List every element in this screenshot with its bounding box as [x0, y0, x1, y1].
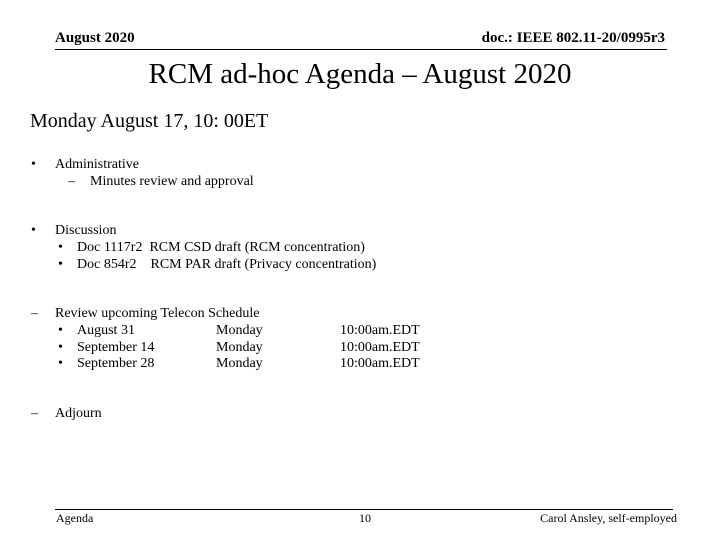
telecon-time: 10:00am.EDT — [340, 356, 420, 371]
slide-title: RCM ad-hoc Agenda – August 2020 — [148, 58, 572, 90]
telecon-date: September 14 — [77, 340, 155, 355]
telecon-date: August 31 — [77, 323, 135, 338]
dash-marker: – — [68, 174, 75, 189]
telecon-time: 10:00am.EDT — [340, 340, 420, 355]
bullet-marker: • — [58, 340, 63, 355]
bullet-marker: • — [58, 356, 63, 371]
footer-author: Carol Ansley, self-employed — [540, 511, 677, 525]
dash-marker: – — [31, 306, 38, 321]
bullet-marker: • — [58, 240, 63, 255]
doc-1117-item: Doc 1117r2 RCM CSD draft (RCM concentration) — [77, 240, 365, 255]
bullet-marker: • — [31, 157, 36, 172]
administrative-label: Administrative — [55, 157, 139, 172]
telecon-day: Monday — [216, 340, 263, 355]
telecon-time: 10:00am.EDT — [340, 323, 420, 338]
bullet-marker: • — [31, 223, 36, 238]
discussion-label: Discussion — [55, 223, 117, 238]
adjourn-label: Adjourn — [55, 406, 102, 421]
dash-marker: – — [31, 406, 38, 421]
telecon-day: Monday — [216, 356, 263, 371]
footer-page-number: 10 — [359, 511, 371, 525]
footer-rule — [55, 509, 673, 510]
doc-854-item: Doc 854r2 RCM PAR draft (Privacy concentration) — [77, 257, 377, 272]
telecon-day: Monday — [216, 323, 263, 338]
bullet-marker: • — [58, 323, 63, 338]
bullet-marker: • — [58, 257, 63, 272]
telecon-date: September 28 — [77, 356, 155, 371]
footer-left-label: Agenda — [56, 511, 94, 525]
header-date: August 2020 — [55, 30, 135, 46]
minutes-review-item: Minutes review and approval — [90, 174, 254, 189]
slide-subtitle: Monday August 17, 10: 00ET — [30, 110, 269, 132]
telecon-label: Review upcoming Telecon Schedule — [55, 306, 260, 321]
header-rule — [55, 49, 667, 50]
header-doc-number: doc.: IEEE 802.11-20/0995r3 — [481, 30, 665, 46]
